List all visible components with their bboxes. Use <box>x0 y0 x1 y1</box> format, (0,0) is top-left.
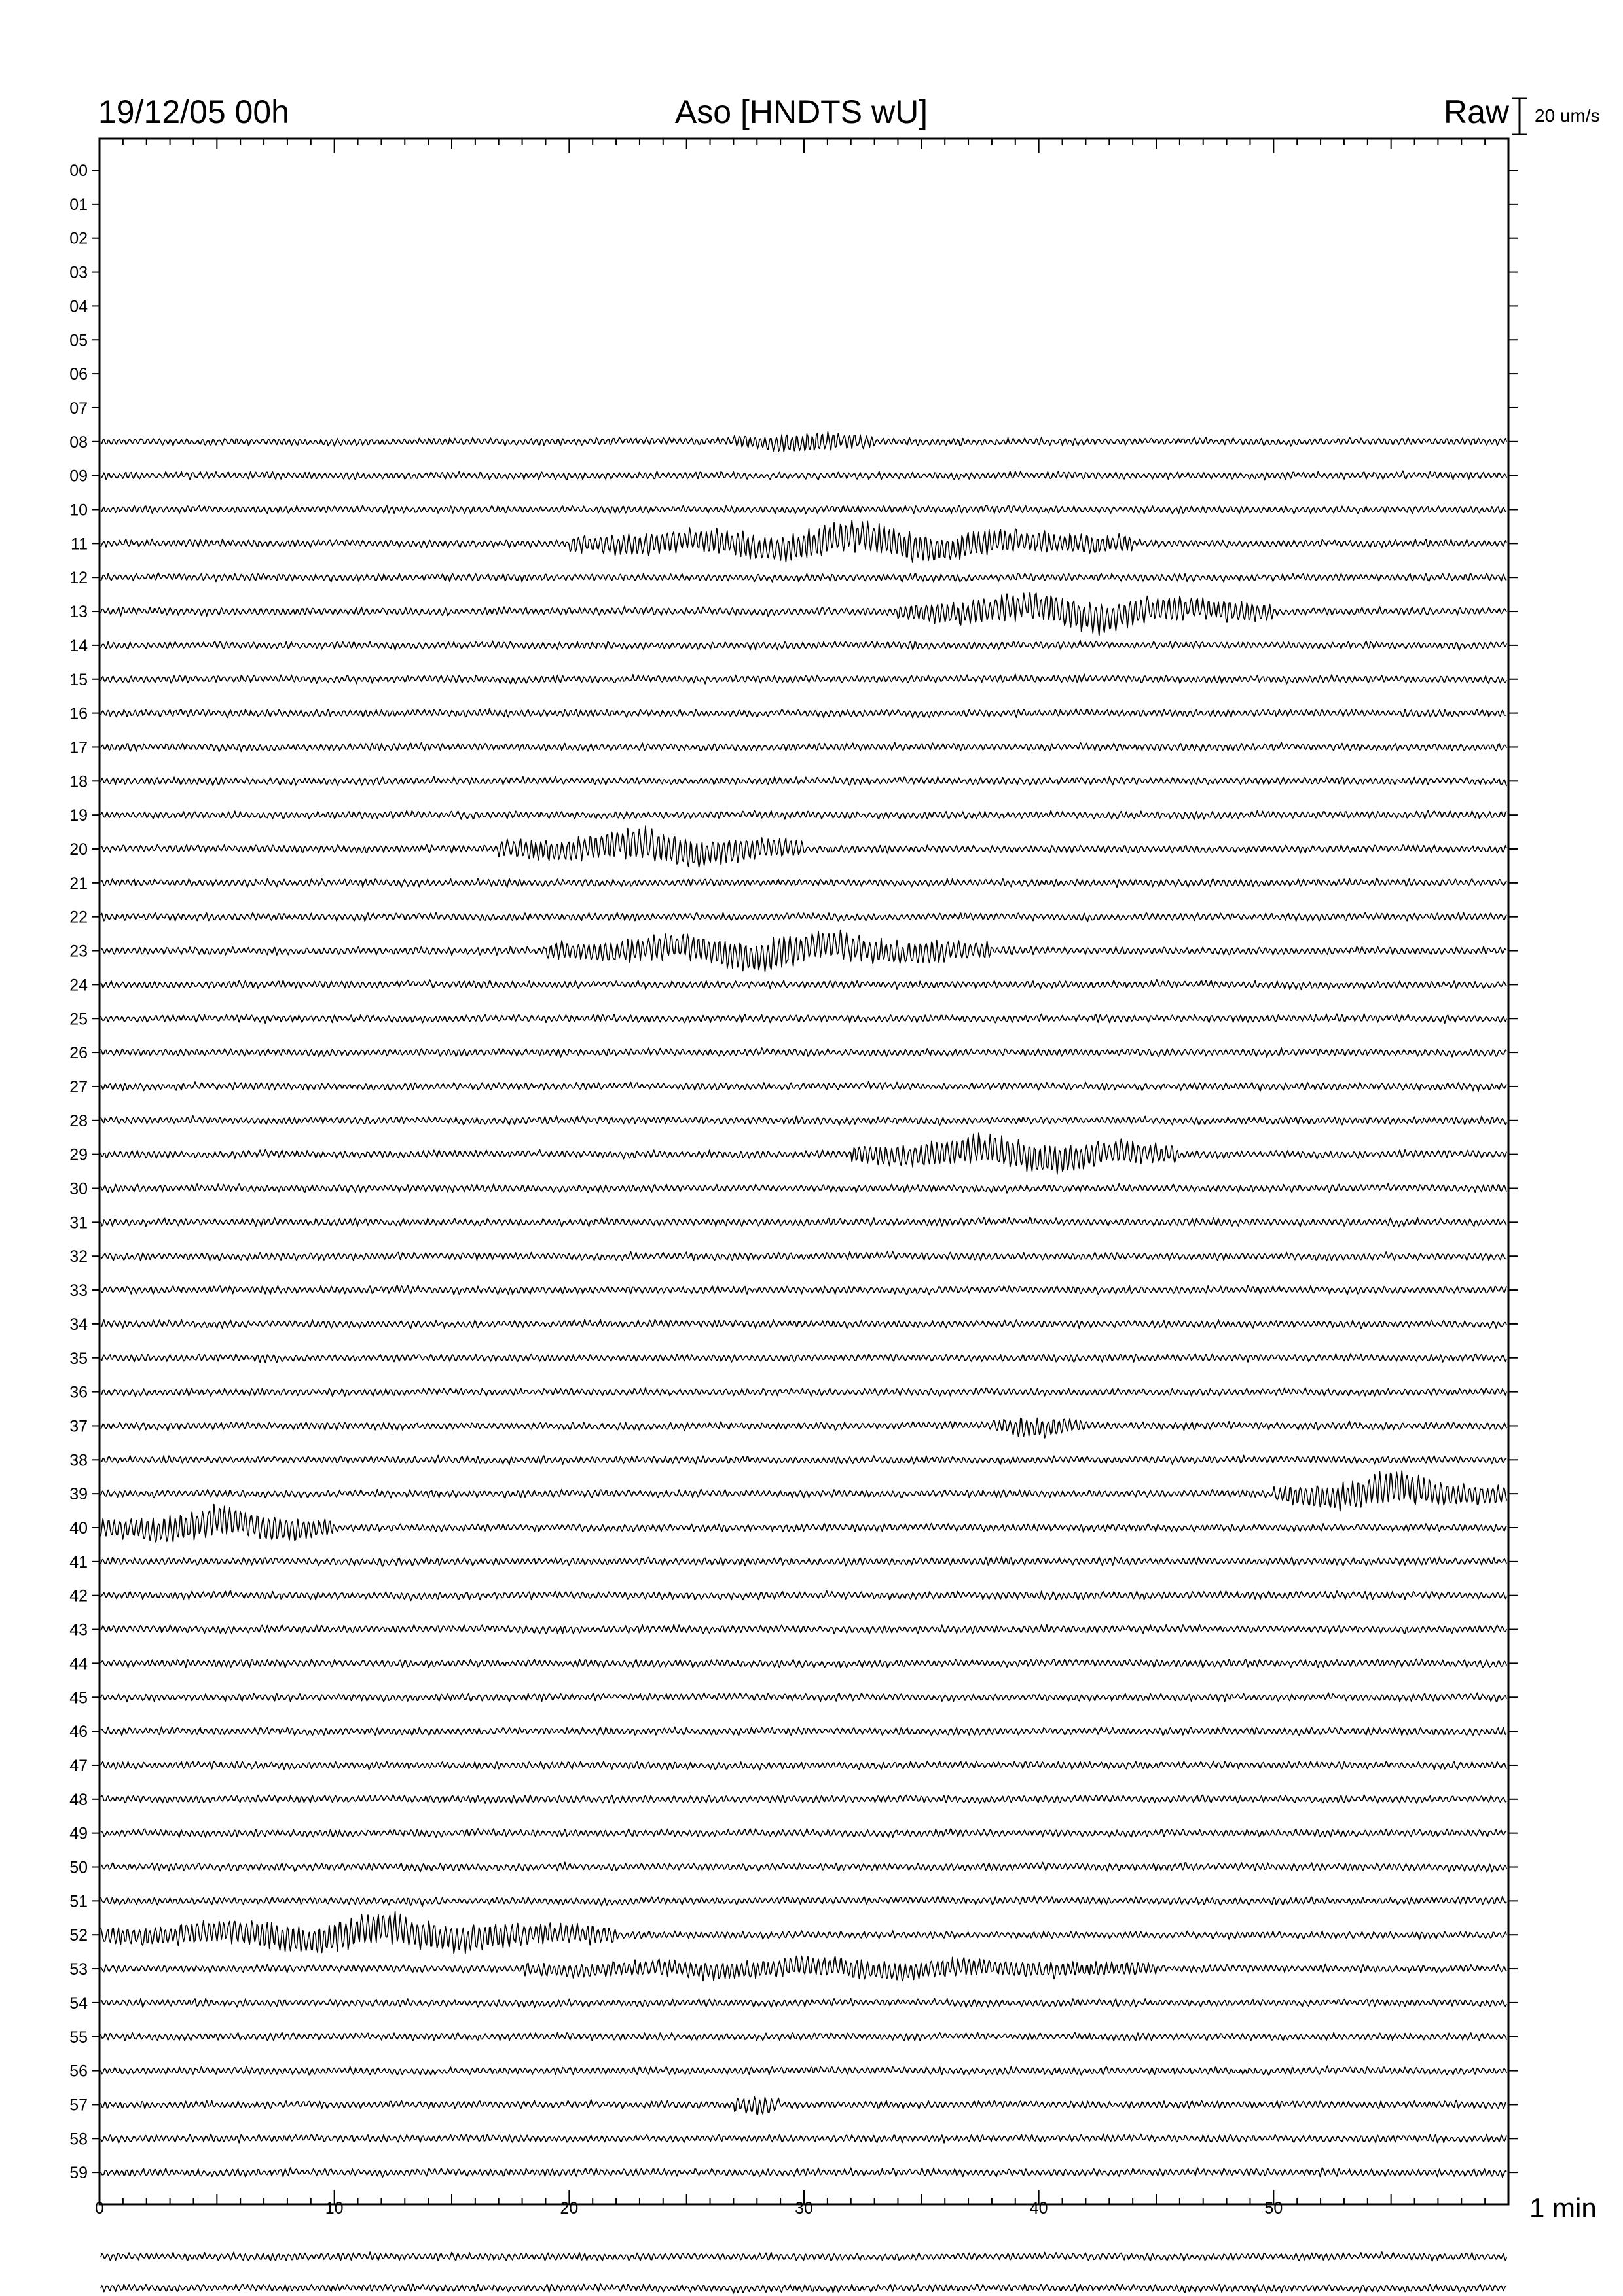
trace-10 <box>101 505 1506 514</box>
row-label: 12 <box>69 569 88 588</box>
row-label: 24 <box>69 976 88 995</box>
trace-41 <box>101 1557 1506 1566</box>
trace-42 <box>101 1591 1506 1601</box>
row-label: 43 <box>69 1621 88 1640</box>
row-label: 53 <box>69 1960 88 1979</box>
row-label: 32 <box>69 1247 88 1266</box>
row-label: 07 <box>69 399 88 418</box>
amplitude-scale-bar <box>1512 98 1527 134</box>
overflow-trace <box>101 2252 1506 2261</box>
row-label: 31 <box>69 1213 88 1232</box>
trace-44 <box>101 1659 1506 1668</box>
row-label: 34 <box>69 1315 88 1334</box>
trace-33 <box>101 1285 1506 1295</box>
row-label: 48 <box>69 1790 88 1809</box>
trace-32 <box>101 1251 1506 1261</box>
trace-34 <box>101 1319 1506 1329</box>
row-label: 15 <box>69 670 88 689</box>
row-label: 29 <box>69 1145 88 1164</box>
trace-08 <box>101 432 1506 452</box>
row-label: 50 <box>69 1858 88 1877</box>
trace-group <box>101 432 1506 2178</box>
trace-55 <box>101 2032 1506 2041</box>
row-label: 55 <box>69 2028 88 2047</box>
trace-50 <box>101 1862 1506 1871</box>
trace-53 <box>101 1956 1506 1981</box>
trace-29 <box>101 1133 1506 1174</box>
row-label: 13 <box>69 603 88 622</box>
x-unit-label: 1 min <box>1529 2193 1597 2223</box>
trace-31 <box>101 1217 1506 1227</box>
row-label: 58 <box>69 2130 88 2149</box>
row-label: 04 <box>69 297 88 316</box>
row-label: 10 <box>69 501 88 520</box>
trace-43 <box>101 1624 1506 1634</box>
trace-38 <box>101 1455 1506 1464</box>
x-tick-labels <box>95 2199 1283 2217</box>
row-label: 46 <box>69 1723 88 1742</box>
row-label: 00 <box>69 162 88 180</box>
trace-24 <box>101 980 1506 990</box>
trace-26 <box>101 1048 1506 1057</box>
row-label: 56 <box>69 2062 88 2081</box>
trace-51 <box>101 1896 1506 1906</box>
trace-09 <box>101 471 1506 480</box>
row-label: 39 <box>69 1485 88 1504</box>
row-label: 22 <box>69 908 88 927</box>
overflow-trace <box>101 2284 1506 2293</box>
trace-12 <box>101 573 1506 582</box>
row-label: 14 <box>69 636 88 655</box>
row-label: 47 <box>69 1756 88 1775</box>
row-label: 49 <box>69 1824 88 1843</box>
row-label: 44 <box>69 1655 88 1674</box>
row-label: 21 <box>69 874 88 893</box>
trace-48 <box>101 1795 1506 1803</box>
trace-58 <box>101 2134 1506 2143</box>
row-label: 06 <box>69 365 88 384</box>
trace-49 <box>101 1829 1506 1838</box>
row-label: 19 <box>69 806 88 825</box>
row-label: 27 <box>69 1077 88 1096</box>
row-label: 16 <box>69 704 88 723</box>
row-label: 57 <box>69 2096 88 2115</box>
row-label: 30 <box>69 1179 88 1198</box>
x-tick-label: 50 <box>1264 2199 1283 2217</box>
mode-label: Raw <box>1443 94 1509 130</box>
top-minute-ticks <box>100 139 1508 153</box>
row-label: 40 <box>69 1519 88 1537</box>
row-label: 54 <box>69 1994 88 2013</box>
row-label: 35 <box>69 1349 88 1368</box>
trace-56 <box>101 2066 1506 2075</box>
trace-11 <box>101 520 1506 562</box>
trace-16 <box>101 709 1506 718</box>
row-label: 33 <box>69 1282 88 1300</box>
row-label: 23 <box>69 942 88 961</box>
trace-57 <box>101 2097 1506 2115</box>
row-axis <box>69 162 1518 2182</box>
row-label: 03 <box>69 263 88 282</box>
row-label: 36 <box>69 1383 88 1402</box>
x-tick-label: 0 <box>95 2199 104 2217</box>
row-label: 52 <box>69 1926 88 1945</box>
trace-54 <box>101 1999 1506 2008</box>
trace-19 <box>101 810 1506 819</box>
trace-14 <box>101 641 1506 650</box>
trace-17 <box>101 742 1506 752</box>
x-tick-label: 10 <box>325 2199 344 2217</box>
row-label: 59 <box>69 2164 88 2183</box>
datetime-label: 19/12/05 00h <box>98 94 289 130</box>
trace-15 <box>101 674 1506 684</box>
trace-45 <box>101 1693 1506 1702</box>
x-tick-label: 30 <box>795 2199 813 2217</box>
row-label: 02 <box>69 229 88 248</box>
trace-18 <box>101 776 1506 786</box>
trace-59 <box>101 2168 1506 2178</box>
row-label: 25 <box>69 1010 88 1029</box>
trace-23 <box>101 931 1506 972</box>
row-label: 08 <box>69 433 88 452</box>
trace-40 <box>101 1505 1506 1542</box>
x-tick-label: 20 <box>560 2199 579 2217</box>
trace-21 <box>101 878 1506 887</box>
row-label: 38 <box>69 1451 88 1470</box>
row-label: 41 <box>69 1552 88 1571</box>
row-label: 37 <box>69 1417 88 1436</box>
station-title: Aso [HNDTS wU] <box>674 94 928 130</box>
trace-27 <box>101 1082 1506 1092</box>
trace-30 <box>101 1183 1506 1193</box>
trace-39 <box>101 1471 1506 1511</box>
row-label: 01 <box>69 195 88 214</box>
x-tick-label: 40 <box>1029 2199 1048 2217</box>
row-label: 20 <box>69 840 88 859</box>
trace-47 <box>101 1761 1506 1770</box>
row-label: 42 <box>69 1587 88 1605</box>
trace-35 <box>101 1354 1506 1363</box>
overflow-traces <box>101 2252 1506 2293</box>
trace-52 <box>101 1911 1506 1954</box>
trace-37 <box>101 1418 1506 1438</box>
trace-46 <box>101 1727 1506 1736</box>
row-label: 28 <box>69 1111 88 1130</box>
trace-36 <box>101 1388 1506 1397</box>
row-label: 17 <box>69 738 88 757</box>
scale-label: 20 um/s <box>1535 105 1600 126</box>
trace-20 <box>101 826 1506 867</box>
trace-25 <box>101 1014 1506 1023</box>
row-label: 51 <box>69 1892 88 1911</box>
row-label: 05 <box>69 331 88 350</box>
trace-22 <box>101 912 1506 922</box>
row-label: 09 <box>69 467 88 486</box>
trace-13 <box>101 592 1506 636</box>
row-label: 18 <box>69 772 88 791</box>
row-label: 11 <box>71 535 88 554</box>
trace-28 <box>101 1116 1506 1125</box>
row-label: 26 <box>69 1044 88 1063</box>
row-label: 45 <box>69 1689 88 1708</box>
